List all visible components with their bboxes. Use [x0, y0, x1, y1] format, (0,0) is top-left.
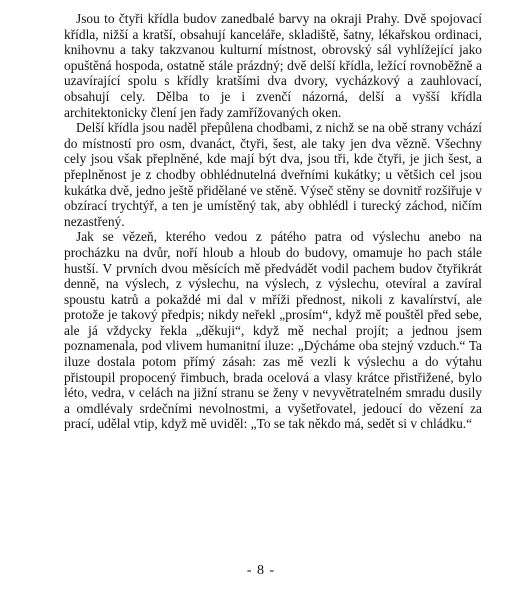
- paragraph-2: Delší křídla jsou naděl přepůlena chodbami, z nichž se na obě strany vchází do místností pro osm, dvanáct, čtyři, šest, ale taky jen dva vězně. Všechny cely jsou však přeplněné, kde mají být dva, jsou tři, kde čtyři, je jich šest, a přeplněnost je z chodby obhlédnutelná dveřními kukátky; u většich cel jsou kukátka dvě, jedno ještě přidělané ve stěně. Výseč stěny se dovnitř rozšiřuje v obzírací trychtýř, a ten je umístěný tak, aby obhlédl i turecký záchod, ničím nezastřený.: [64, 120, 482, 229]
- page-number: - 8 -: [246, 563, 276, 578]
- paragraph-1: Jsou to čtyři křídla budov zanedbalé barvy na okraji Prahy. Dvě spojovací křídla, nižší a kratší, obsahují kanceláře, skladiště, šatny, lékařskou ordinaci, knihovnu a taky takzvanou kulturní místnost, obrovský sál vyhlížející jako opuštěná hospoda, ostatně stále prázdný; dvě delší křídla, ležící rovnoběžně a uzavírající spolu s křídly kratšími dva dvory, vycházkový a zauhlovací, obsahují cely. Dělba to je i zvenčí názorná, delší a vyšší křídla architektonicky člení jen řady zamřížovaných oken.: [64, 11, 482, 120]
- body-text: [64, 11, 482, 432]
- paragraph-3: Jak se vězeň, kterého vedou z pátého patra od výslechu anebo na procházku na dvůr, noří hloub a hloub do budovy, omamuje ho pach stále hustší. V prvních dvou měsících mě předvádět vodil pachem budov čtyřikrát denně, na výslech, z výslechu, na výslech, z výslechu, otevíral a zavíral spoustu katrů a pokaždé mi dal v mříži přednost, nikoli z kavalírství, ale protože je takový předpis; nikdy neřekl „prosím“, když mě pouštěl před sebe, ale já vždycky řekla „děkuji“, když mě nechal projít; a jednou jsem poznamenala, pod vlivem humanitní iluze: „Dýcháme oba stejný vzduch.“ Ta iluze dostala potom přímý zásah: zas mě vezli k výslechu a do výtahu přistoupil propocený řimbuch, brada ocelová a vlasy krátce přistřižené, bylo léto, vedra, v celách na jižní stranu se ženy v nevyvětratelném smradu dusily a omdlévaly srdečními nevolnostmi, a vyšetřovatel, jedoucí do vězení za prací, udělal vtip, když mě uviděl: „To se tak někdo má, sedět si v chládku.“: [64, 229, 482, 432]
